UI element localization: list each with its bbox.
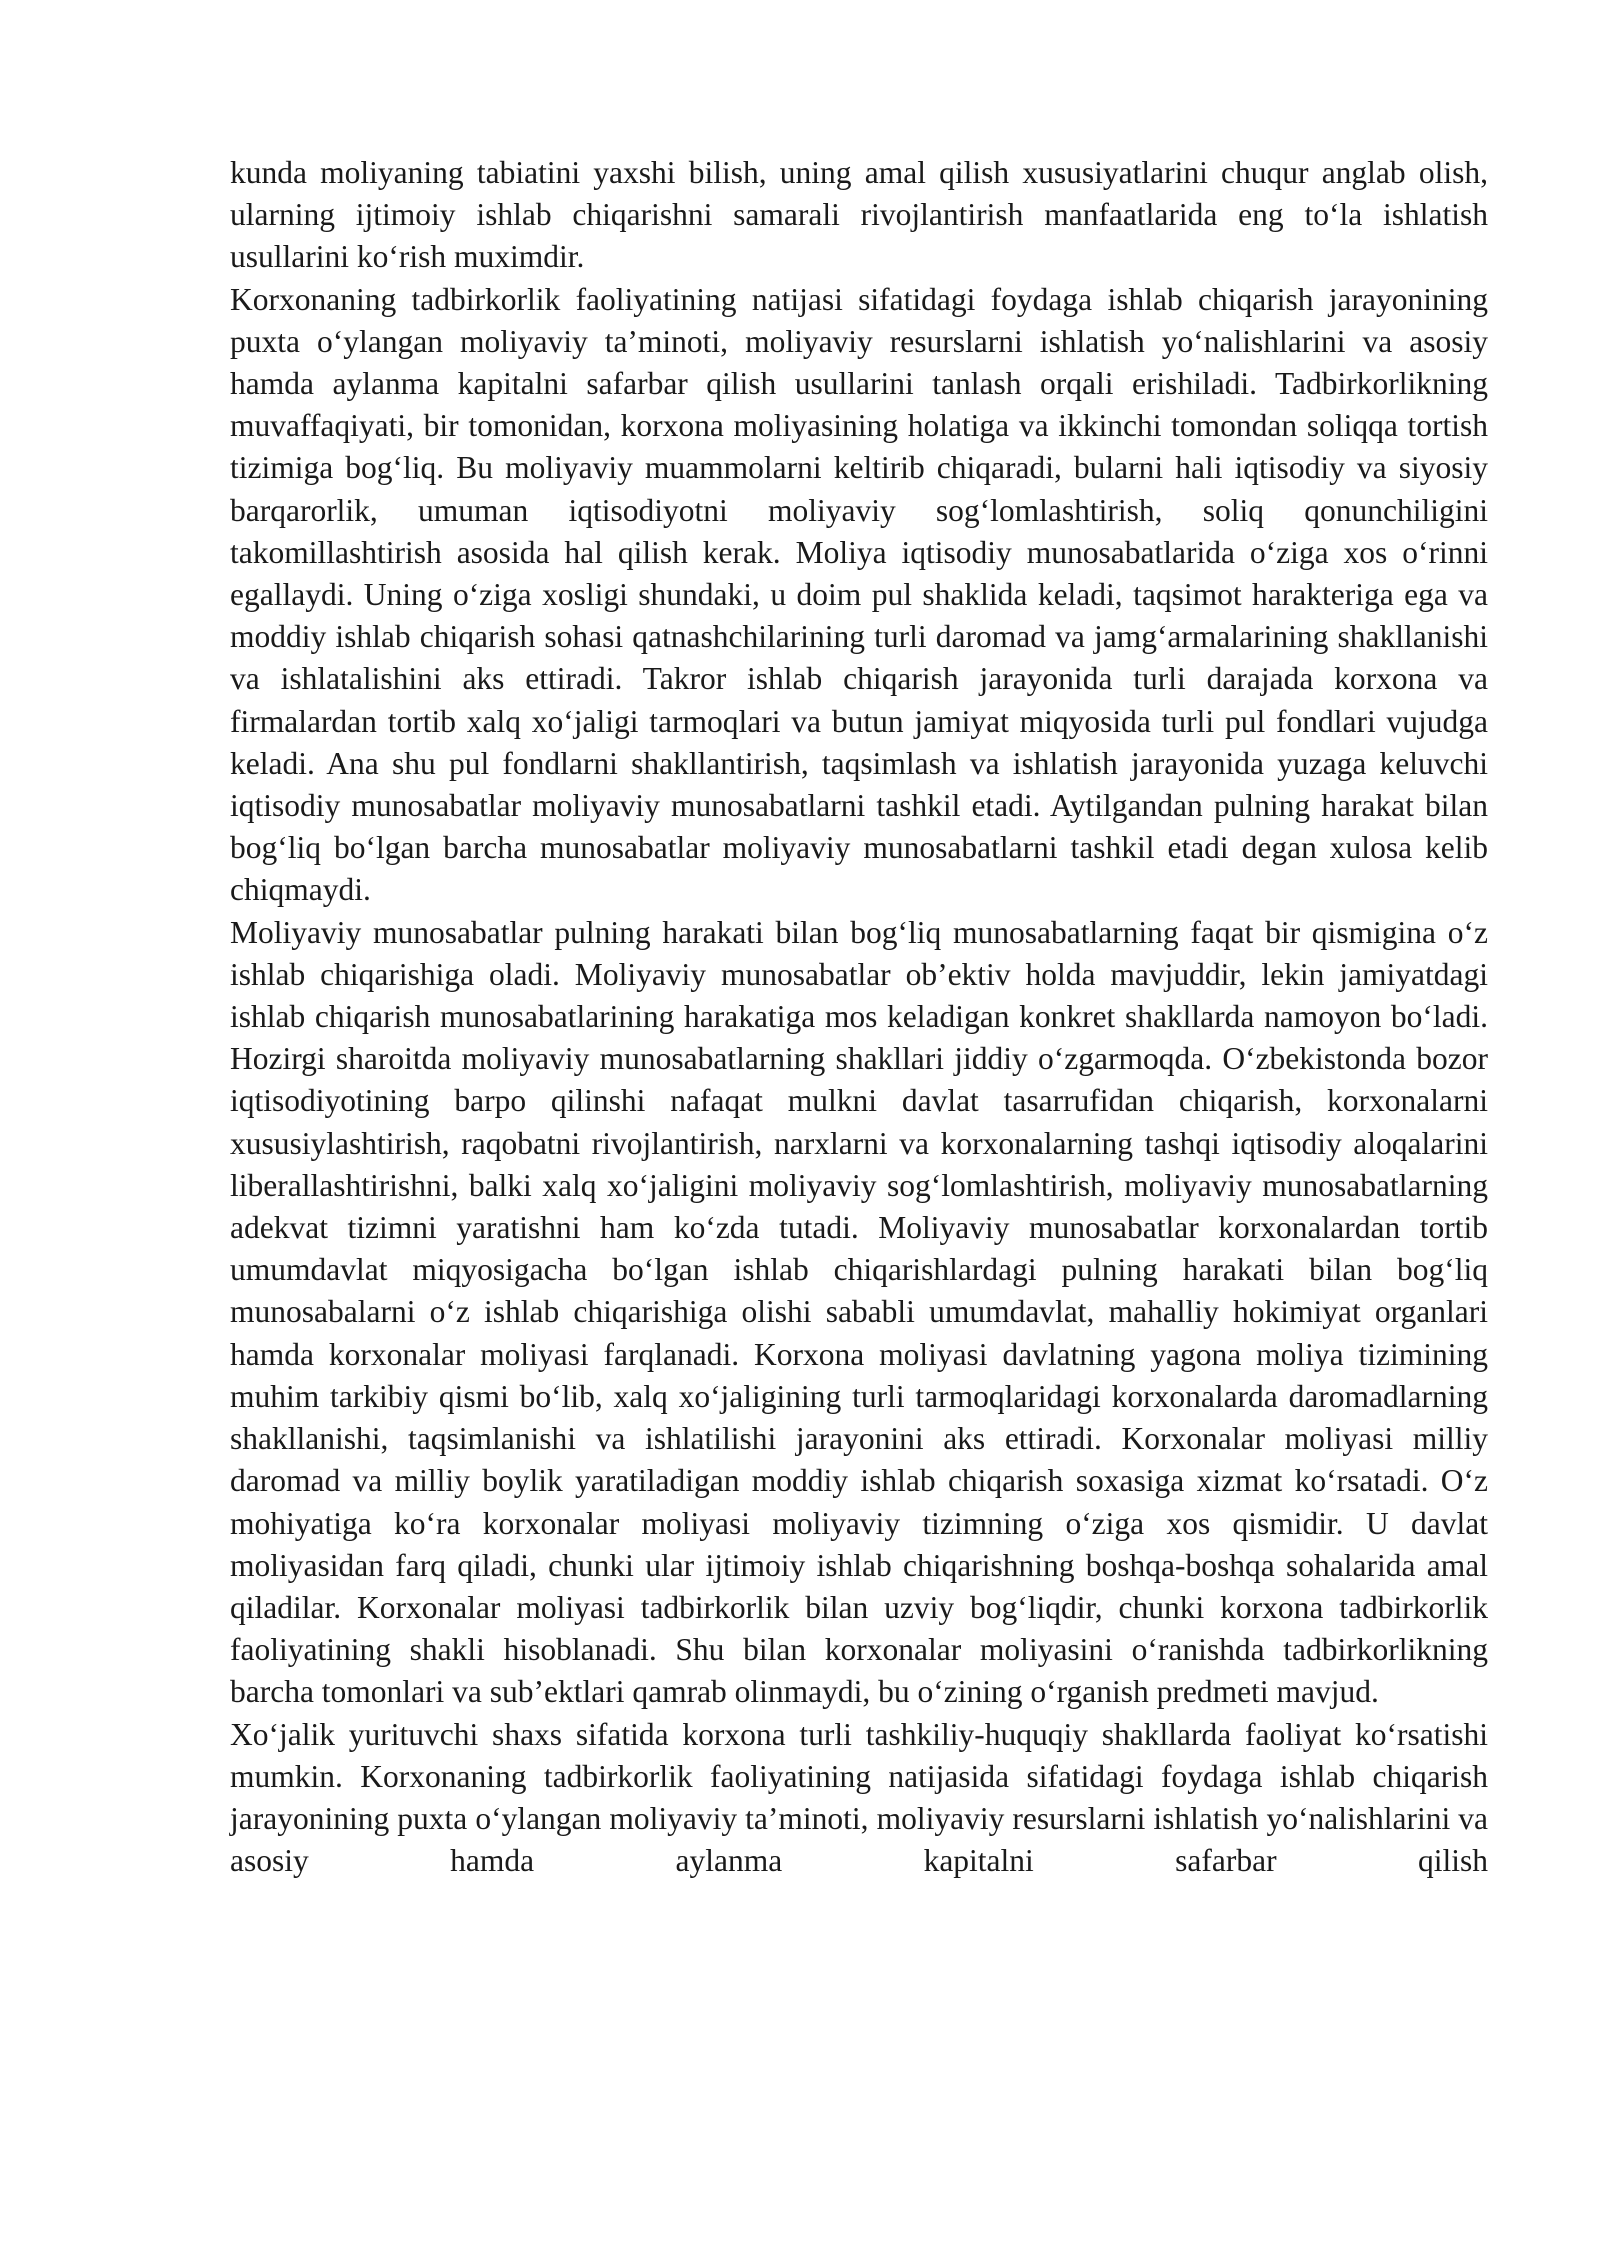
body-text (230, 152, 1488, 1882)
paragraph-3: Moliyaviy munosabatlar pulning harakati bilan bog‘liq munosabatlarning faqat bir qismigina o‘z ishlab chiqarishiga oladi. Moliyaviy munosabatlar ob’ektiv holda mavjuddir, lekin jamiyatdagi ishlab chiqarish munosabatlarining harakatiga mos keladigan konkret shakllarda namoyon bo‘ladi. Hozirgi sharoitda moliyaviy munosabatlarning shakllari jiddiy o‘zgarmoqda. O‘zbekistonda bozor iqtisodiyotining barpo qilinshi nafaqat mulkni davlat tasarrufidan chiqarish, korxonalarni xususiylashtirish, raqobatni rivojlantirish, narxlarni va korxonalarning tashqi iqtisodiy aloqalarini liberallashtirishni, balki xalq xo‘jaligini moliyaviy sog‘lomlashtirish, moliyaviy munosabatlarning adekvat tizimni yaratishni ham ko‘zda tutadi. Moliyaviy munosabatlar korxonalardan tortib umumdavlat miqyosigacha bo‘lgan ishlab chiqarishlardagi pulning harakati bilan bog‘liq munosabalarni o‘z ishlab chiqarishiga olishi sababli umumdavlat, mahalliy hokimiyat organlari hamda korxonalar moliyasi farqlanadi. Korxona moliyasi davlatning yagona moliya tizimining muhim tarkibiy qismi bo‘lib, xalq xo‘jaligining turli tarmoqlaridagi korxonalarda daromadlarning shakllanishi, taqsimlanishi va ishlatilishi jarayonini aks ettiradi. Korxonalar moliyasi milliy daromad va milliy boylik yaratiladigan moddiy ishlab chiqarish soxasiga xizmat ko‘rsatadi. O‘z mohiyatiga ko‘ra korxonalar moliyasi moliyaviy tizimning o‘ziga xos qismidir. U davlat moliyasidan farq qiladi, chunki ular ijtimoiy ishlab chiqarishning boshqa-boshqa sohalarida amal qiladilar. Korxonalar moliyasi tadbirkorlik bilan uzviy bog‘liqdir, chunki korxona tadbirkorlik faoliyatining shakli hisoblanadi. Shu bilan korxonalar moliyasini o‘ranishda tadbirkorlikning barcha tomonlari va sub’ektlari qamrab olinmaydi, bu o‘zining o‘rganish predmeti mavjud. (230, 914, 1488, 1710)
paragraph-2: Korxonaning tadbirkorlik faoliyatining natijasi sifatidagi foydaga ishlab chiqarish jarayonining puxta o‘ylangan moliyaviy ta’minoti, moliyaviy resurslarni ishlatish yo‘nalishlarini va asosiy hamda aylanma kapitalni safarbar qilish usullarini tanlash orqali erishiladi. Tadbirkorlikning muvaffaqiyati, bir tomonidan, korxona moliyasining holatiga va ikkinchi tomondan soliqqa tortish tizimiga bog‘liq. Bu moliyaviy muammolarni keltirib chiqaradi, bularni hali iqtisodiy va siyosiy barqarorlik, umuman iqtisodiyotni moliyaviy sog‘lomlashtirish, soliq qonunchiligini takomillashtirish asosida hal qilish kerak. Moliya iqtisodiy munosabatlarida o‘ziga xos o‘rinni egallaydi. Uning o‘ziga xosligi shundaki, u doim pul shaklida keladi, taqsimot harakteriga ega va moddiy ishlab chiqarish sohasi qatnashchilarining turli daromad va jamg‘armalarining shakllanishi va ishlatalishini aks ettiradi. Takror ishlab chiqarish jarayonida turli darajada korxona va firmalardan tortib xalq xo‘jaligi tarmoqlari va butun jamiyat miqyosida turli pul fondlari vujudga keladi. Ana shu pul fondlarni shakllantirish, taqsimlash va ishlatish jarayonida yuzaga keluvchi iqtisodiy munosabatlar moliyaviy munosabatlarni tashkil etadi. Aytilgandan pulning harakat bilan bog‘liq bo‘lgan barcha munosabatlar moliyaviy munosabatlarni tashkil etadi degan xulosa kelib chiqmaydi. (230, 281, 1488, 908)
paragraph-1: kunda moliyaning tabiatini yaxshi bilish, uning amal qilish xususiyatlarini chuqur anglab olish, ularning ijtimoiy ishlab chiqarishni samarali rivojlantirish manfaatlarida eng to‘la ishlatish usullarini ko‘rish muximdir. (230, 155, 1488, 275)
paragraph-4: Xo‘jalik yurituvchi shaxs sifatida korxona turli tashkiliy-huquqiy shakllarda faoliyat ko‘rsatishi mumkin. Korxonaning tadbirkorlik faoliyatining natijasida sifatidagi foydaga ishlab chiqarish jarayonining puxta o‘ylangan moliyaviy ta’minoti, moliyaviy resurslarni ishlatish yo‘nalishlarini va asosiy hamda aylanma kapitalni safarbar qilish (230, 1716, 1488, 1879)
